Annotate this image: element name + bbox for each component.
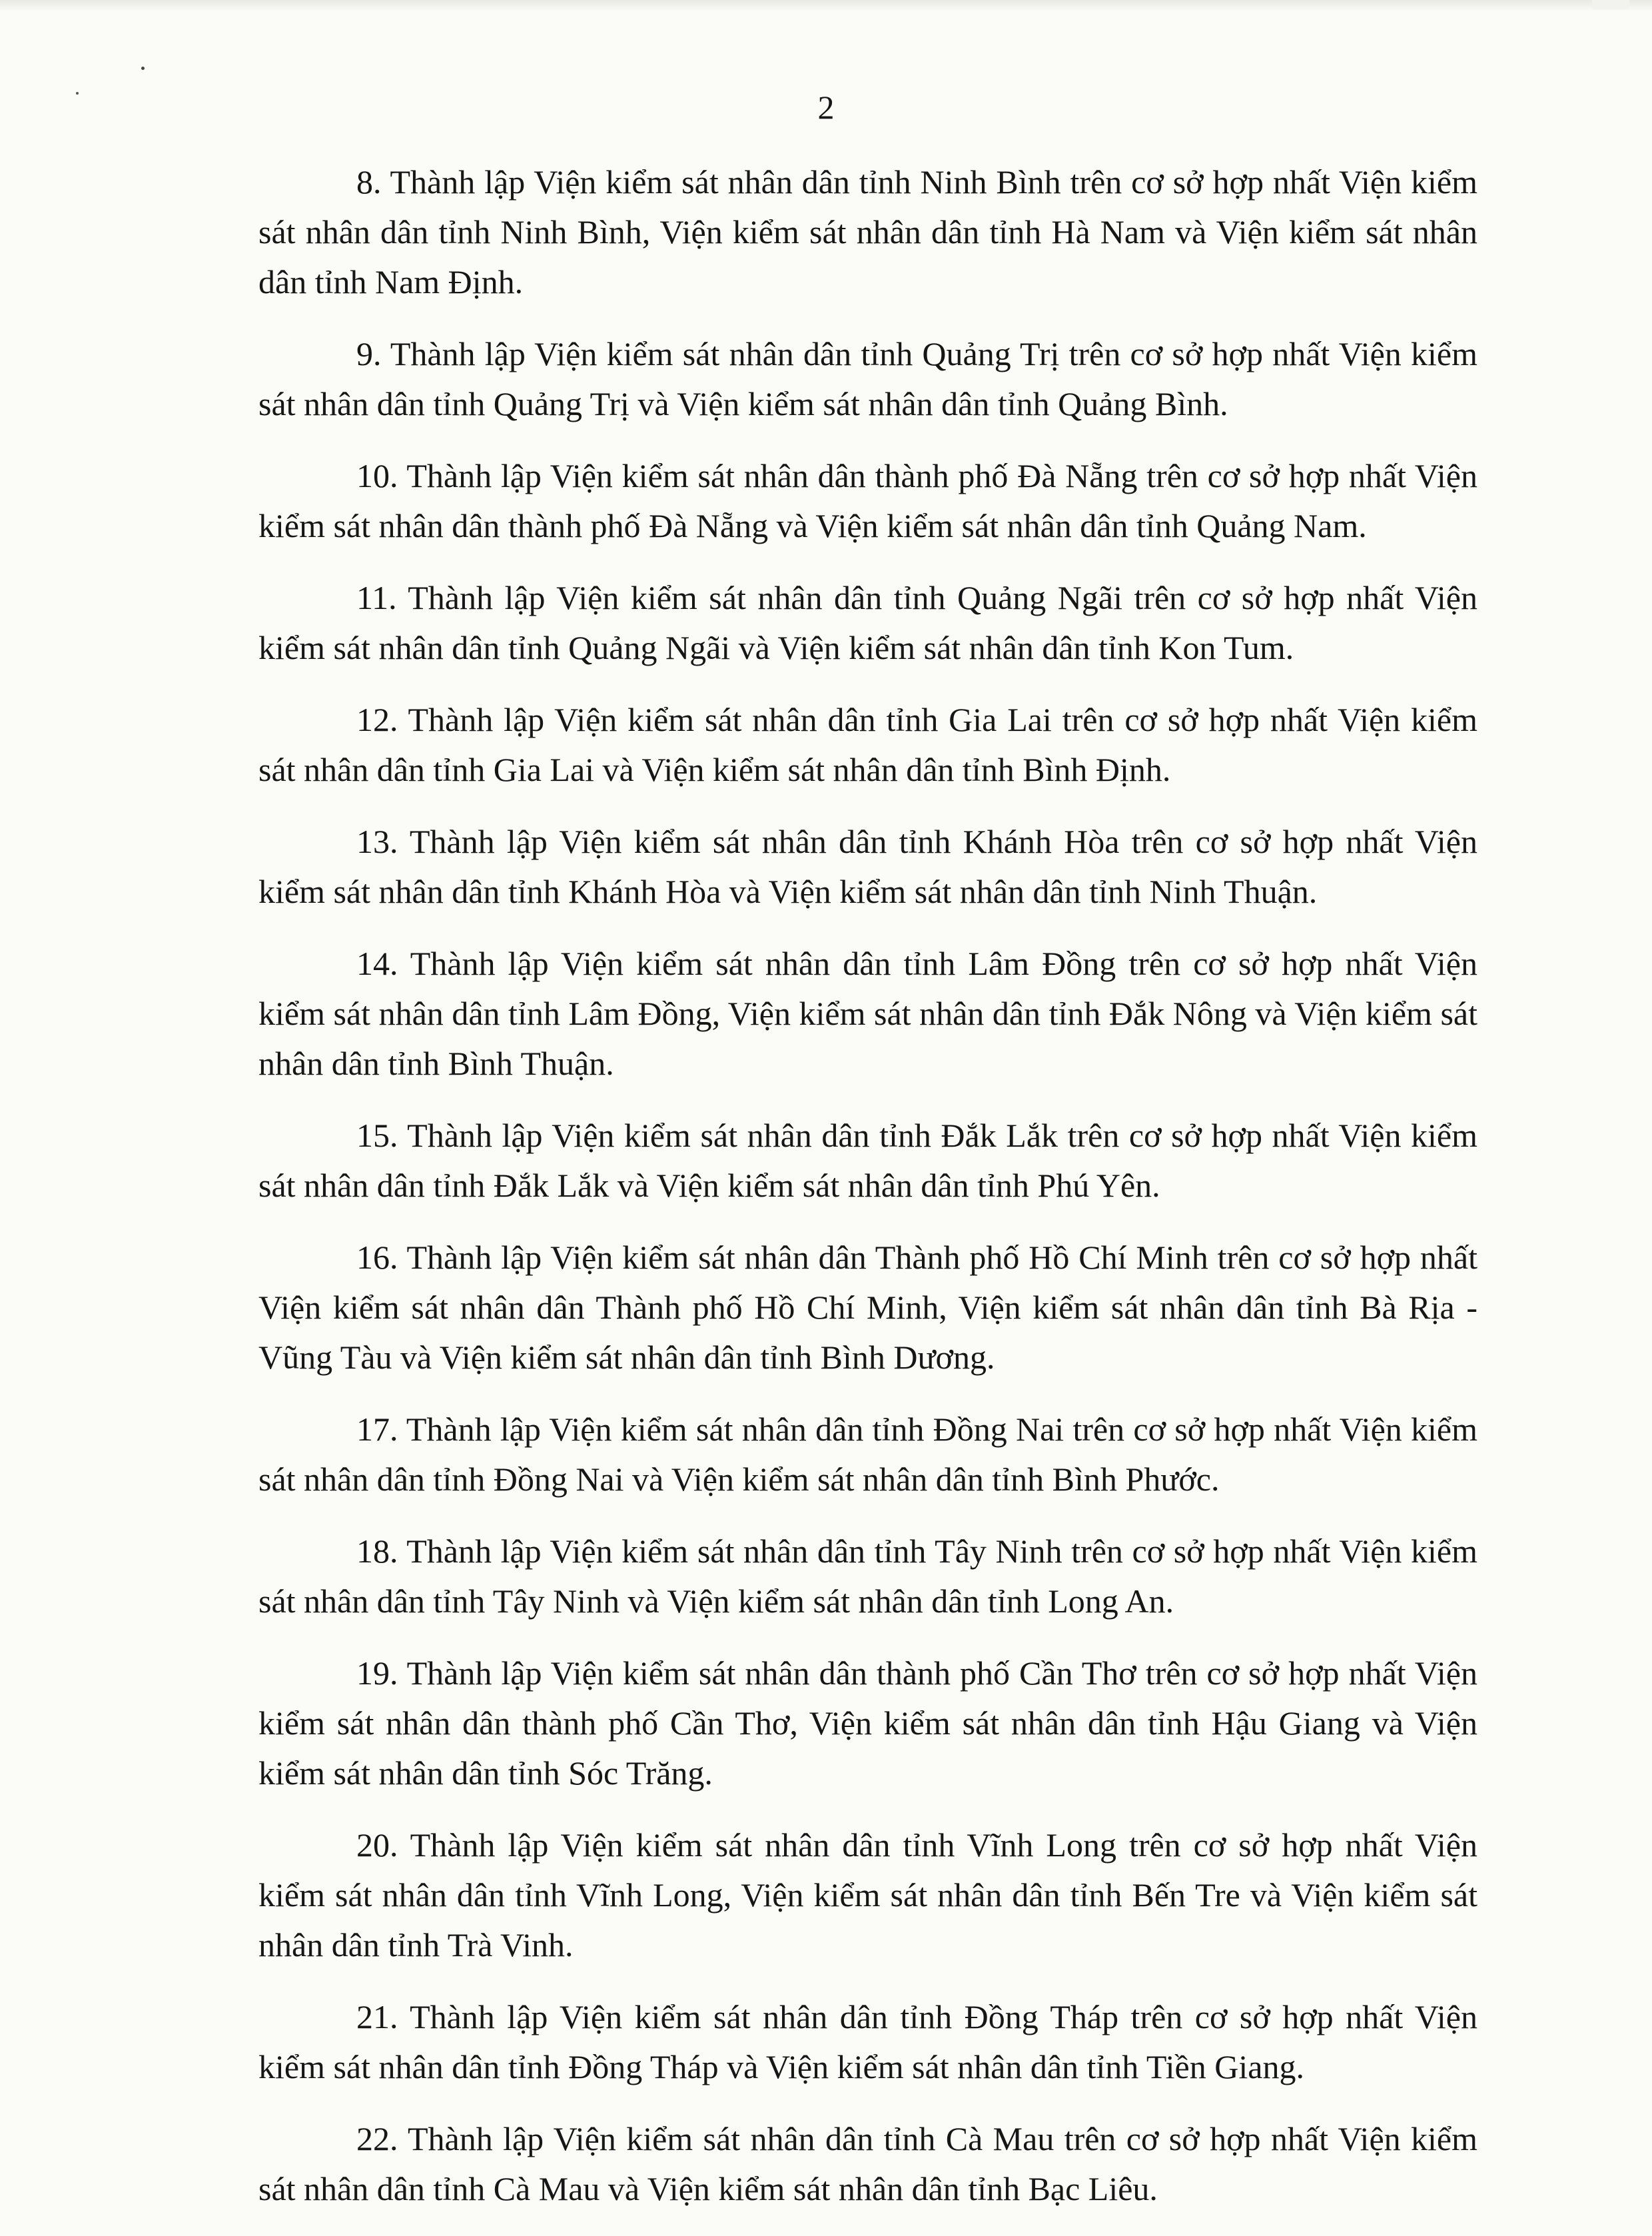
document-body <box>258 157 1477 2236</box>
clause-8: 8. Thành lập Viện kiểm sát nhân dân tỉnh Ninh Bình trên cơ sở hợp nhất Viện kiểm sát nhân dân tỉnh Ninh Bình, Viện kiểm sát nhân dân tỉnh Hà Nam và Viện kiểm sát nhân dân tỉnh Nam Định. <box>258 163 1477 300</box>
page-number: 2 <box>817 89 835 126</box>
clause-21: 21. Thành lập Viện kiểm sát nhân dân tỉnh Đồng Tháp trên cơ sở hợp nhất Viện kiểm sát nhân dân tỉnh Đồng Tháp và Viện kiểm sát nhân dân tỉnh Tiền Giang. <box>258 1998 1477 2085</box>
clause-11: 11. Thành lập Viện kiểm sát nhân dân tỉnh Quảng Ngãi trên cơ sở hợp nhất Viện kiểm sát nhân dân tỉnh Quảng Ngãi và Viện kiểm sát nhân dân tỉnh Kon Tum. <box>258 579 1477 666</box>
clause-22: 22. Thành lập Viện kiểm sát nhân dân tỉnh Cà Mau trên cơ sở hợp nhất Viện kiểm sát nhân dân tỉnh Cà Mau và Viện kiểm sát nhân dân tỉnh Bạc Liêu. <box>258 2120 1477 2207</box>
clause-14: 14. Thành lập Viện kiểm sát nhân dân tỉnh Lâm Đồng trên cơ sở hợp nhất Viện kiểm sát nhân dân tỉnh Lâm Đồng, Viện kiểm sát nhân dân tỉnh Đắk Nông và Viện kiểm sát nhân dân tỉnh Bình Thuận. <box>258 945 1477 1082</box>
clause-20: 20. Thành lập Viện kiểm sát nhân dân tỉnh Vĩnh Long trên cơ sở hợp nhất Viện kiểm sát nhân dân tỉnh Vĩnh Long, Viện kiểm sát nhân dân tỉnh Bến Tre và Viện kiểm sát nhân dân tỉnh Trà Vinh. <box>258 1826 1477 1963</box>
clause-17: 17. Thành lập Viện kiểm sát nhân dân tỉnh Đồng Nai trên cơ sở hợp nhất Viện kiểm sát nhân dân tỉnh Đồng Nai và Viện kiểm sát nhân dân tỉnh Bình Phước. <box>258 1410 1477 1498</box>
clause-12: 12. Thành lập Viện kiểm sát nhân dân tỉnh Gia Lai trên cơ sở hợp nhất Viện kiểm sát nhân dân tỉnh Gia Lai và Viện kiểm sát nhân dân tỉnh Bình Định. <box>258 701 1477 788</box>
clause-15: 15. Thành lập Viện kiểm sát nhân dân tỉnh Đắk Lắk trên cơ sở hợp nhất Viện kiểm sát nhân dân tỉnh Đắk Lắk và Viện kiểm sát nhân dân tỉnh Phú Yên. <box>258 1117 1477 1204</box>
scan-top-edge <box>0 0 1652 12</box>
scan-corner-mark <box>1592 0 1629 9</box>
clause-19: 19. Thành lập Viện kiểm sát nhân dân thành phố Cần Thơ trên cơ sở hợp nhất Viện kiểm sát nhân dân thành phố Cần Thơ, Viện kiểm sát nhân dân tỉnh Hậu Giang và Viện kiểm sát nhân dân tỉnh Sóc Trăng. <box>258 1654 1477 1792</box>
clause-10: 10. Thành lập Viện kiểm sát nhân dân thành phố Đà Nẵng trên cơ sở hợp nhất Viện kiểm sát nhân dân thành phố Đà Nẵng và Viện kiểm sát nhân dân tỉnh Quảng Nam. <box>258 457 1477 544</box>
clause-18: 18. Thành lập Viện kiểm sát nhân dân tỉnh Tây Ninh trên cơ sở hợp nhất Viện kiểm sát nhân dân tỉnh Tây Ninh và Viện kiểm sát nhân dân tỉnh Long An. <box>258 1532 1477 1620</box>
clause-9: 9. Thành lập Viện kiểm sát nhân dân tỉnh Quảng Trị trên cơ sở hợp nhất Viện kiểm sát nhân dân tỉnh Quảng Trị và Viện kiểm sát nhân dân tỉnh Quảng Bình. <box>258 335 1477 422</box>
clause-16: 16. Thành lập Viện kiểm sát nhân dân Thành phố Hồ Chí Minh trên cơ sở hợp nhất Viện kiểm sát nhân dân Thành phố Hồ Chí Minh, Viện kiểm sát nhân dân tỉnh Bà Rịa - Vũng Tàu và Viện kiểm sát nhân dân tỉnh Bình Dương. <box>258 1239 1477 1376</box>
clause-13: 13. Thành lập Viện kiểm sát nhân dân tỉnh Khánh Hòa trên cơ sở hợp nhất Viện kiểm sát nhân dân tỉnh Khánh Hòa và Viện kiểm sát nhân dân tỉnh Ninh Thuận. <box>258 823 1477 910</box>
scan-speck <box>141 67 145 70</box>
